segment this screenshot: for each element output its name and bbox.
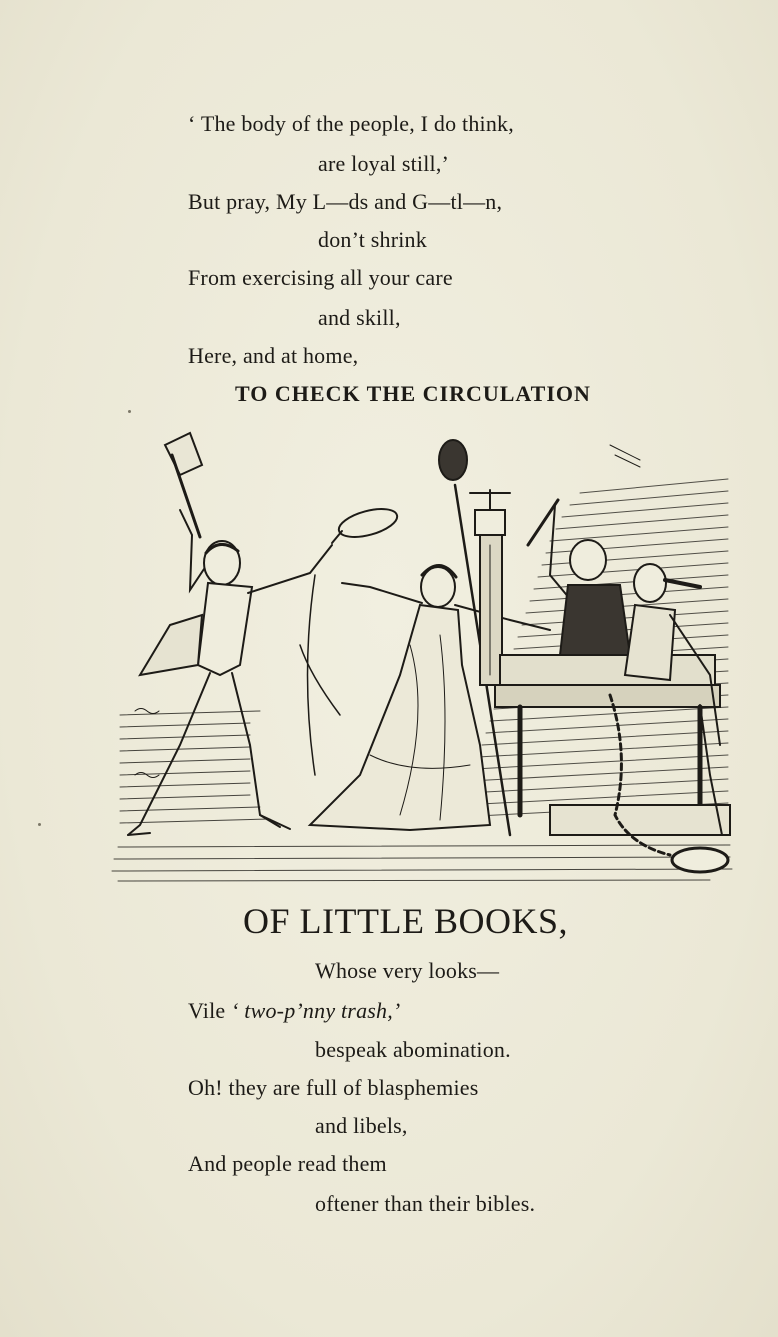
engraving-illustration-icon (110, 415, 735, 890)
poem-line-12: and libels, (315, 1113, 408, 1138)
poem-line-3: But pray, My L—ds and G—tl—n, (188, 189, 503, 214)
figure-man-with-dagger (528, 500, 630, 655)
poem-line-9 (188, 998, 400, 1024)
figure-woman-liberty (300, 440, 550, 835)
poem-line-10: bespeak abomination. (315, 1037, 511, 1062)
paper-speck (128, 410, 131, 413)
poem-line-7: Here, and at home, (188, 343, 359, 368)
poem-line-11: Oh! they are full of blasphemies (188, 1075, 479, 1100)
poem-line-6: and skill, (318, 305, 401, 330)
poem-line-14: oftener than their bibles. (315, 1191, 536, 1216)
paper-speck (38, 823, 41, 826)
poem-line-13: And people read them (188, 1151, 387, 1176)
heading-big: OF LITTLE BOOKS, (243, 901, 568, 941)
poem-line-5: From exercising all your care (188, 265, 453, 290)
engraving-illustration (110, 415, 735, 890)
poem-line-8: Whose very looks— (315, 958, 500, 983)
poem-line-2: are loyal still,’ (318, 151, 450, 176)
poem-line-4: don’t shrink (318, 227, 427, 252)
poem-line-1: ‘ The body of the people, I do think, (188, 111, 514, 136)
poem-line-9-italic: ‘ two-p’nny trash,’ (231, 998, 401, 1023)
poem-line-9-prefix: Vile (188, 998, 232, 1023)
heading-caps: TO CHECK THE CIRCULATION (235, 381, 591, 406)
